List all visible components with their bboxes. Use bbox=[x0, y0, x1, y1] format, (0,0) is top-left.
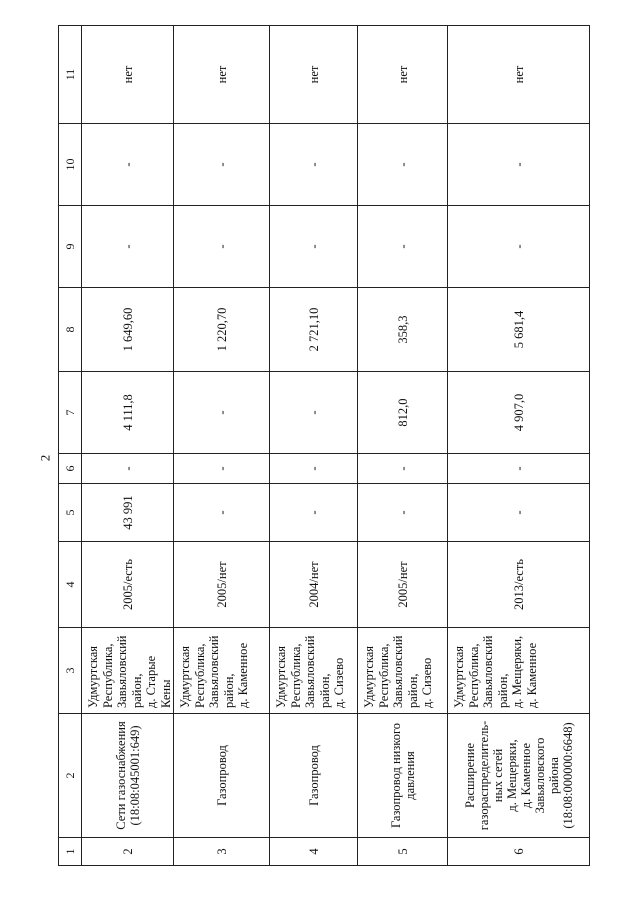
table-row bbox=[174, 26, 270, 866]
table-row bbox=[448, 26, 590, 866]
col9-value: - bbox=[82, 206, 174, 288]
col9-value: - bbox=[448, 206, 590, 288]
column-number-11: 11 bbox=[59, 26, 82, 124]
page-number: 2 bbox=[37, 454, 53, 462]
address: Удмуртская Республика, Завьяловский район, д. Каменное bbox=[174, 628, 270, 714]
gas-network-table bbox=[58, 25, 590, 866]
object-name: Газопровод bbox=[270, 714, 358, 838]
row-number: 3 bbox=[174, 838, 270, 866]
column-number-5: 5 bbox=[59, 484, 82, 542]
header-row bbox=[59, 26, 82, 866]
col5-value: - bbox=[270, 484, 358, 542]
col8-value: 1 220,70 bbox=[174, 288, 270, 372]
col7-value: 812,0 bbox=[358, 372, 448, 454]
col6-value: - bbox=[358, 454, 448, 484]
column-number-2: 2 bbox=[59, 714, 82, 838]
col6-value: - bbox=[174, 454, 270, 484]
col5-value: - bbox=[358, 484, 448, 542]
column-number-7: 7 bbox=[59, 372, 82, 454]
year-registration: 2005/нет bbox=[358, 542, 448, 628]
address: Удмуртская Республика, Завьяловский район, д. Сизево bbox=[270, 628, 358, 714]
col7-value: 4 111,8 bbox=[82, 372, 174, 454]
col5-value: - bbox=[448, 484, 590, 542]
address: Удмуртская Республика, Завьяловский район, д. Сизево bbox=[358, 628, 448, 714]
col8-value: 358,3 bbox=[358, 288, 448, 372]
col7-value: 4 907,0 bbox=[448, 372, 590, 454]
column-number-4: 4 bbox=[59, 542, 82, 628]
col10-value: - bbox=[448, 124, 590, 206]
col8-value: 5 681,4 bbox=[448, 288, 590, 372]
address: Удмуртская Республика, Завьяловский район, д. Мещеряки, д. Каменное bbox=[448, 628, 590, 714]
col6-value: - bbox=[270, 454, 358, 484]
col6-value: - bbox=[448, 454, 590, 484]
col8-value: 2 721,10 bbox=[270, 288, 358, 372]
row-number: 4 bbox=[270, 838, 358, 866]
object-name: Газопровод низкого давления bbox=[358, 714, 448, 838]
year-registration: 2013/есть bbox=[448, 542, 590, 628]
year-registration: 2005/нет bbox=[174, 542, 270, 628]
col10-value: - bbox=[174, 124, 270, 206]
col9-value: - bbox=[358, 206, 448, 288]
col11-value: нет bbox=[358, 26, 448, 124]
table-row bbox=[270, 26, 358, 866]
object-name: Сети газоснабжения (18:08:045001:649) bbox=[82, 714, 174, 838]
col11-value: нет bbox=[174, 26, 270, 124]
column-number-8: 8 bbox=[59, 288, 82, 372]
col10-value: - bbox=[270, 124, 358, 206]
address: Удмуртская Республика, Завьяловский район, д. Старые Кены bbox=[82, 628, 174, 714]
col6-value: - bbox=[82, 454, 174, 484]
col11-value: нет bbox=[82, 26, 174, 124]
col9-value: - bbox=[174, 206, 270, 288]
column-number-3: 3 bbox=[59, 628, 82, 714]
col8-value: 1 649,60 bbox=[82, 288, 174, 372]
object-name: Газопровод bbox=[174, 714, 270, 838]
col10-value: - bbox=[358, 124, 448, 206]
col7-value: - bbox=[174, 372, 270, 454]
col5-value: 43 991 bbox=[82, 484, 174, 542]
column-number-1: 1 bbox=[59, 838, 82, 866]
col7-value: - bbox=[270, 372, 358, 454]
table-row bbox=[82, 26, 174, 866]
row-number: 5 bbox=[358, 838, 448, 866]
col11-value: нет bbox=[448, 26, 590, 124]
col10-value: - bbox=[82, 124, 174, 206]
year-registration: 2004/нет bbox=[270, 542, 358, 628]
col5-value: - bbox=[174, 484, 270, 542]
col9-value: - bbox=[270, 206, 358, 288]
row-number: 2 bbox=[82, 838, 174, 866]
column-number-10: 10 bbox=[59, 124, 82, 206]
row-number: 6 bbox=[448, 838, 590, 866]
object-name: Расширение газораспределитель- ных сетей д. Мещеряки, д. Каменное Завьяловского района (18:08:000000:6648) bbox=[448, 714, 590, 838]
column-number-9: 9 bbox=[59, 206, 82, 288]
column-number-6: 6 bbox=[59, 454, 82, 484]
table-row bbox=[358, 26, 448, 866]
rotated-table-wrapper bbox=[58, 26, 575, 866]
col11-value: нет bbox=[270, 26, 358, 124]
year-registration: 2005/есть bbox=[82, 542, 174, 628]
